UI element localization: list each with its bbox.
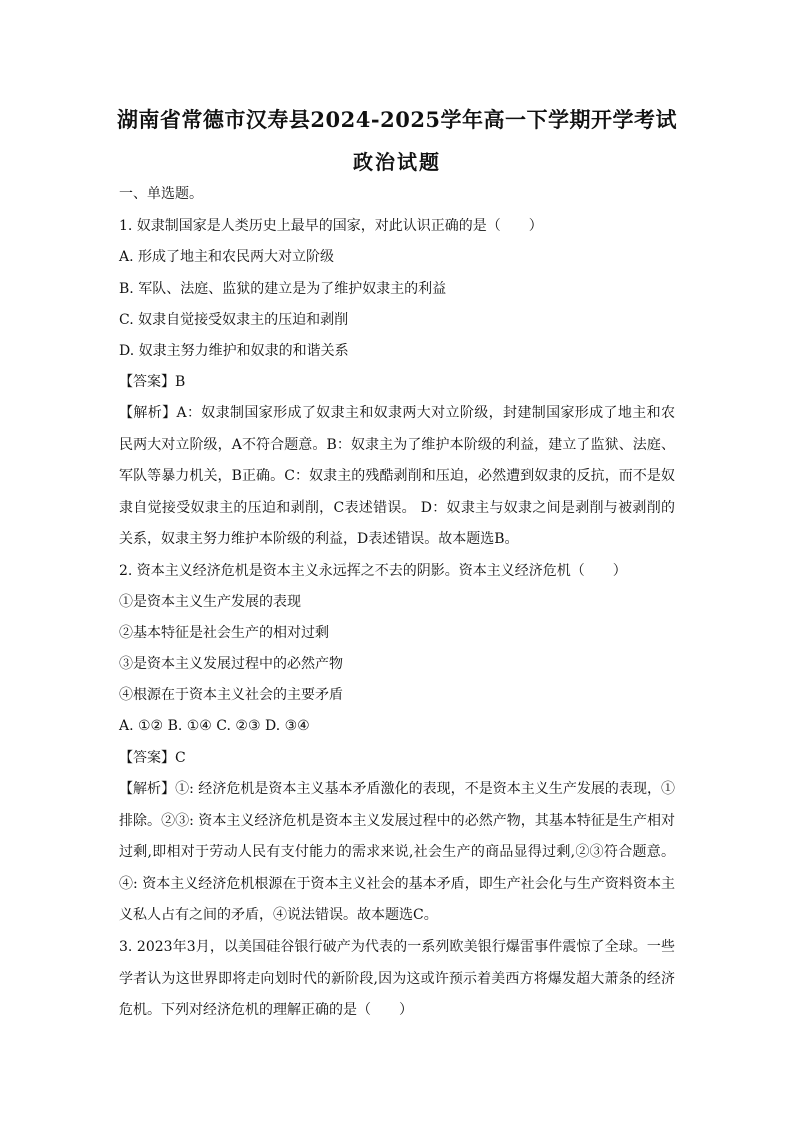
- question-1-answer: 【答案】B: [119, 374, 186, 390]
- question-1-option-a: A. 形成了地主和农民两大对立阶级: [119, 249, 335, 265]
- exam-subtitle: 政治试题: [353, 150, 441, 174]
- question-2-item-2: ②基本特征是社会生产的相对过剩: [119, 625, 329, 641]
- question-3-stem: 3. 2023年3月，以美国硅谷银行破产为代表的一系列欧美银行爆雷事件震惊了全球。一些学者认为这世界即将走向划时代的新阶段,因为这或许预示着美西方将爆发超大萧条的经济危机。下列对经济危机的理解正确的是（ ）: [119, 939, 675, 1018]
- question-2-choices: A. ①② B. ①④ C. ②③ D. ③④: [119, 718, 310, 734]
- question-2-stem: 2. 资本主义经济危机是资本主义永远挥之不去的阴影。资本主义经济危机（ ）: [119, 563, 627, 579]
- question-1-option-b: B. 军队、法庭、监狱的建立是为了维护奴隶主的利益: [119, 281, 447, 297]
- section-heading: 一、单选题。: [119, 186, 203, 202]
- exam-title: 湖南省常德市汉寿县2024-2025学年高一下学期开学考试: [116, 107, 678, 132]
- question-1-analysis: 【解析】A：奴隶制国家形成了奴隶主和奴隶两大对立阶级，封建制国家形成了地主和农民两大对立阶级，A不符合题意。B：奴隶主为了维护本阶级的利益，建立了监狱、法庭、军队等暴力机关，B正确。C：奴隶主的残酷剥削和压迫，必然遭到奴隶的反抗，而不是奴隶自觉接受奴隶主的压迫和剥削，C表述错误。 D：奴隶主与奴隶之间是剥削与被剥削的关系，奴隶主努力维护本阶级的利益，D表述错误。故本题选B。: [119, 405, 675, 547]
- question-1-stem: 1. 奴隶制国家是人类历史上最早的国家，对此认识正确的是（ ）: [119, 218, 543, 234]
- question-1-option-c: C. 奴隶自觉接受奴隶主的压迫和剥削: [119, 312, 349, 328]
- question-2-analysis: 【解析】①: 经济危机是资本主义基本矛盾激化的表现，不是资本主义生产发展的表现，①排除。②③: 资本主义经济危机是资本主义发展过程中的必然产物，其基本特征是生产相对过剩,即相对于劳动人民有支付能力的需求来说,社会生产的商品显得过剩,②③符合题意。④: 资本主义经济危机根源在于资本主义社会的基本矛盾，即生产社会化与生产资料资本主义私人占有之间的矛盾，④说法错误。故本题选C。: [119, 781, 675, 923]
- question-2-answer: 【答案】C: [119, 750, 186, 766]
- question-2-item-1: ①是资本主义生产发展的表现: [119, 594, 301, 610]
- question-1-option-d: D. 奴隶主努力维护和奴隶的和谐关系: [119, 343, 349, 359]
- question-2-item-4: ④根源在于资本主义社会的主要矛盾: [119, 687, 343, 703]
- question-2-item-3: ③是资本主义发展过程中的必然产物: [119, 656, 343, 672]
